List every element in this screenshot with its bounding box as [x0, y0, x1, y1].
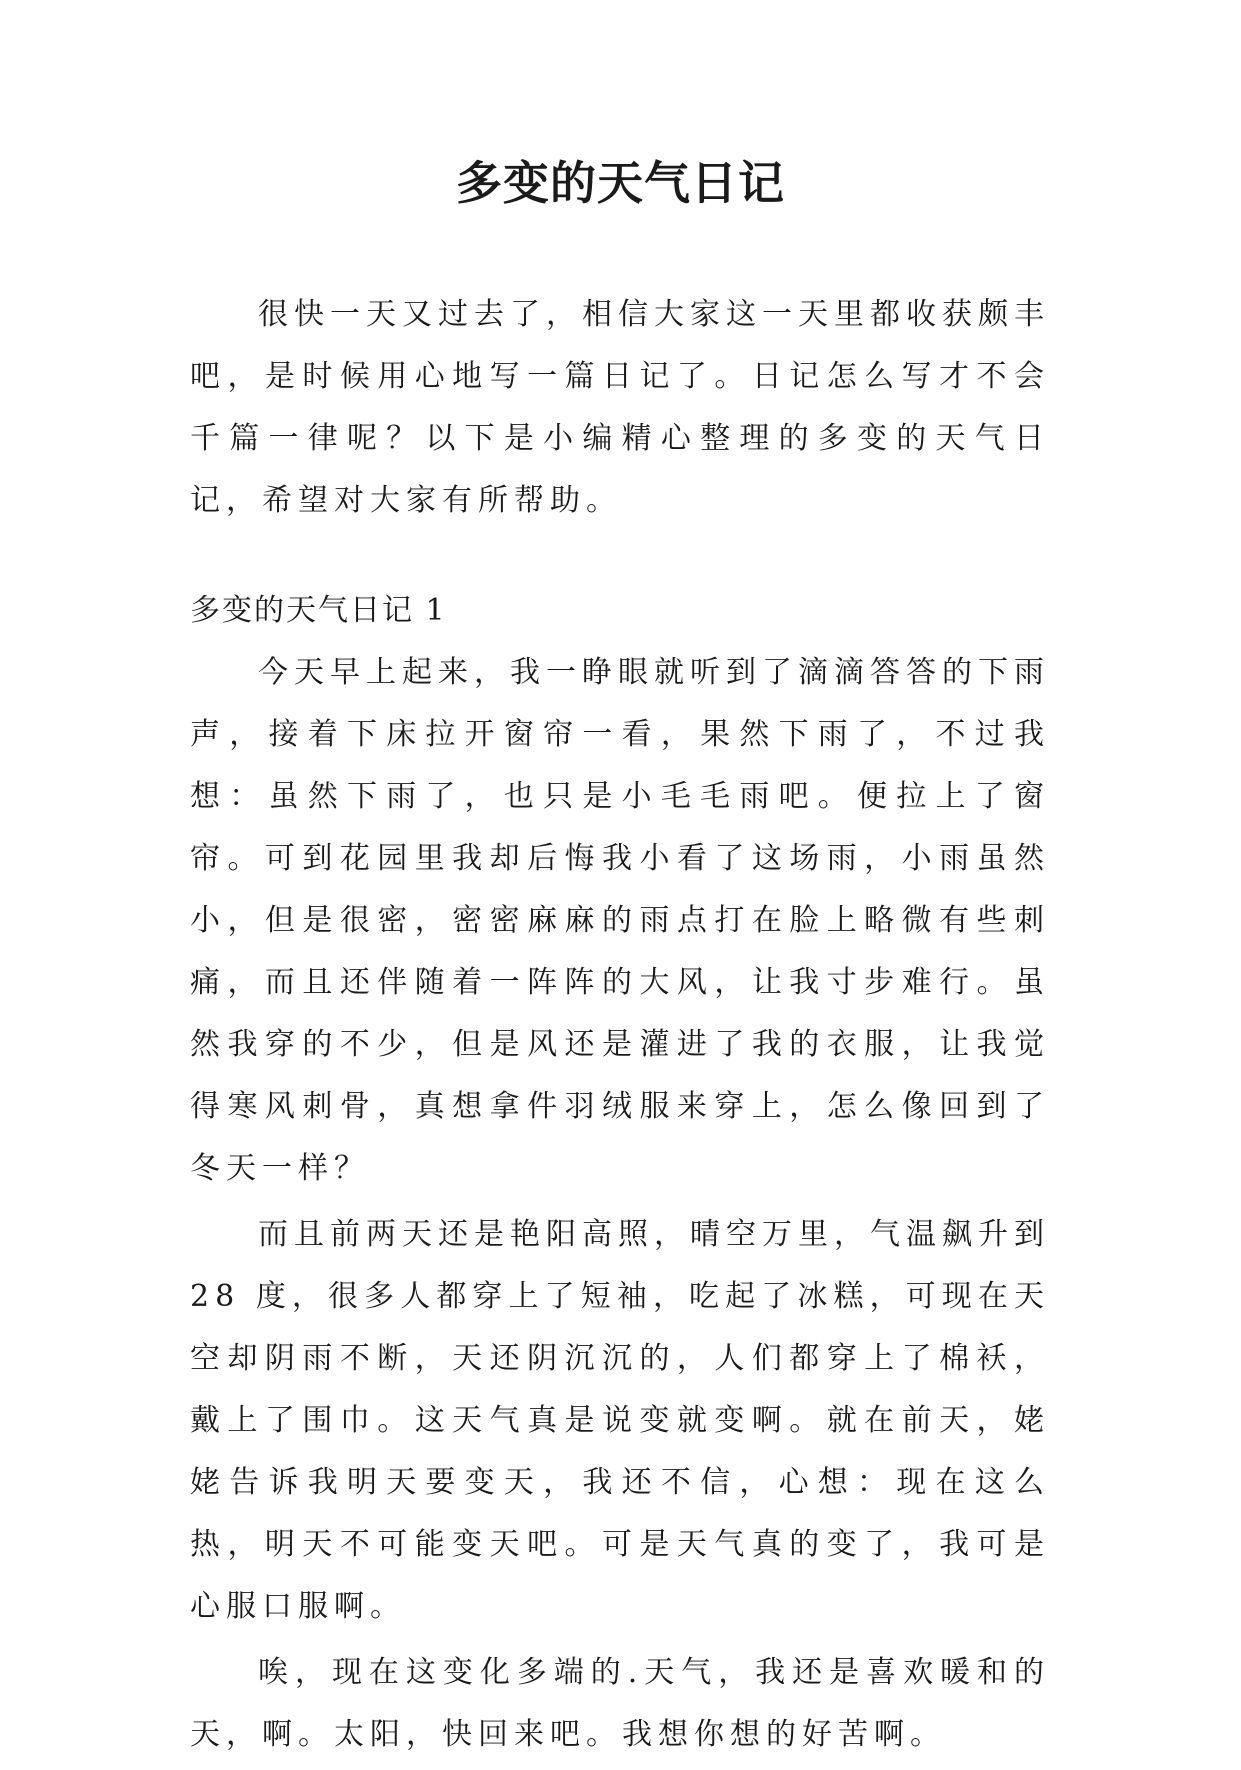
- section-title: 多变的天气日记 1: [190, 593, 447, 628]
- intro-block: [190, 284, 1050, 532]
- diary-section: [190, 580, 1050, 1770]
- document-title: 多变的天气日记: [456, 156, 785, 210]
- diary-paragraph-1: 今天早上起来，我一睁眼就听到了滴滴答答的下雨声，接着下床拉开窗帘一看，果然下雨了，不过我想：虽然下雨了，也只是小毛毛雨吧。便拉上了窗帘。可到花园里我却后悔我小看了这场雨，小雨虽然小，但是很密，密密麻麻的雨点打在脸上略微有些刺痛，而且还伴随着一阵阵的大风，让我寸步难行。虽然我穿的不少，但是风还是灌进了我的衣服，让我觉得寒风刺骨，真想拿件羽绒服来穿上，怎么像回到了冬天一样？: [190, 655, 1050, 1186]
- intro-paragraph: 很快一天又过去了，相信大家这一天里都收获颇丰吧，是时候用心地写一篇日记了。日记怎么写才不会千篇一律呢？以下是小编精心整理的多变的天气日记，希望对大家有所帮助。: [190, 297, 1050, 518]
- diary-paragraph-2: 而且前两天还是艳阳高照，晴空万里，气温飙升到 28 度，很多人都穿上了短袖，吃起了冰糕，可现在天空却阴雨不断，天还阴沉沉的，人们都穿上了棉袄，戴上了围巾。这天气真是说变就变啊。就在前天，姥姥告诉我明天要变天，我还不信，心想：现在这么热，明天不可能变天吧。可是天气真的变了，我可是心服口服啊。: [190, 1217, 1050, 1624]
- diary-paragraph-3: 唉，现在这变化多端的.天气，我还是喜欢暖和的天，啊。太阳，快回来吧。我想你想的好苦啊。: [190, 1655, 1050, 1752]
